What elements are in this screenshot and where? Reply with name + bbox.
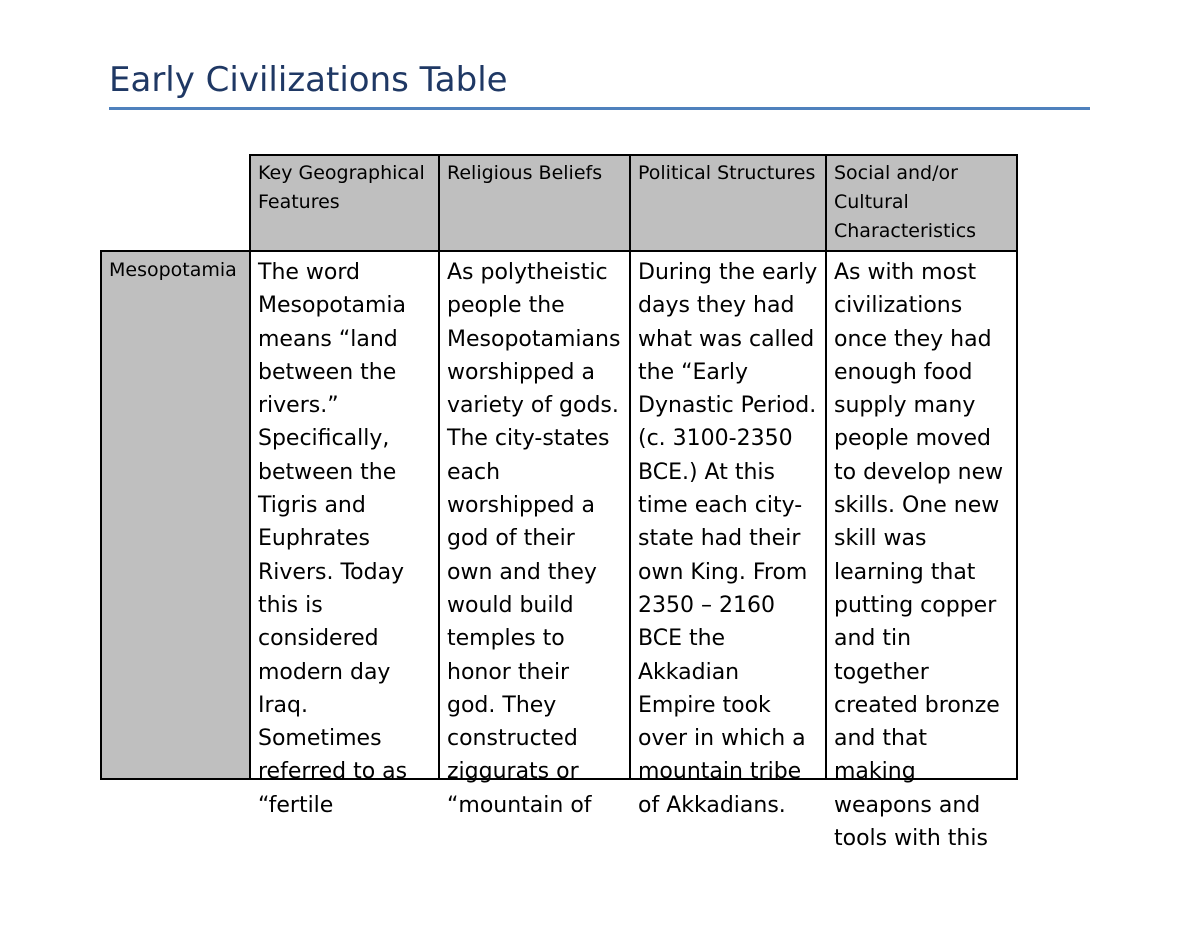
cell-politics-text: During the early days they had what was called the “Early Dynastic Period. (c. 3100-2350 BCE.) At this time each city-state had their own King. From 2350 – 2160 BCE the Akkadian Empire took over in which a mountain tribe of Akkadians. [638, 260, 818, 818]
cell-geography-text: The word Mesopotamia means “land between the rivers.” Specifically, between the Tigris and Euphrates Rivers. Today this is considered modern day Iraq. Sometimes referred to as “fertile [258, 260, 408, 818]
table-header-row [101, 155, 1017, 251]
header-religious-beliefs: Religious Beliefs [439, 155, 630, 251]
cell-politics [630, 251, 826, 818]
table-corner-cell [101, 155, 250, 251]
cell-social-culture [826, 251, 1017, 852]
header-key-geographical-features: Key Geographical Features [250, 155, 439, 251]
table-row [101, 251, 1017, 779]
cell-religion [439, 251, 630, 818]
title-underline [109, 107, 1090, 110]
header-social-cultural-characteristics: Social and/or Cultural Characteristics [826, 155, 1017, 251]
document-title: Early Civilizations Table [109, 60, 508, 100]
civilizations-table [100, 154, 1018, 852]
cell-social-culture-text: As with most civilizations once they had enough food supply many people moved to develop new skills. One new skill was learning that putting copper and tin together created bronze and that making weapons and tools with this [834, 260, 1004, 852]
row-label-mesopotamia: Mesopotamia [101, 251, 250, 779]
header-political-structures: Political Structures [630, 155, 826, 251]
cell-religion-text: As polytheistic people the Mesopotamians worshipped a variety of gods. The city-states each worshipped a god of their own and they would build temples to honor their god. They constructed ziggurats or “mountain of [447, 260, 621, 818]
cell-geography [250, 251, 439, 818]
